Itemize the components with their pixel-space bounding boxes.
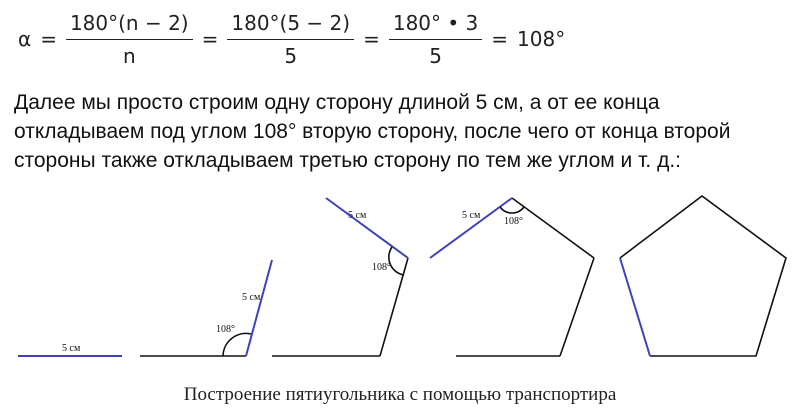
fraction-general — [66, 11, 193, 68]
fraction-simplified — [389, 11, 482, 68]
formula-lhs: α — [18, 27, 32, 51]
side-length-label-2: 5 см — [242, 292, 261, 303]
angle-label-2: 108° — [372, 262, 391, 273]
fraction-simplified-denominator: 5 — [429, 43, 442, 68]
fraction-general-numerator: 180°(n − 2) — [66, 11, 193, 40]
figure-caption: Построение пятиугольника с помощью транспортира — [183, 384, 617, 405]
side-length-label-3: 5 см — [348, 210, 367, 221]
fraction-simplified-numerator: 180° • 3 — [389, 11, 482, 40]
fraction-substituted — [227, 11, 354, 68]
formula-result: 108° — [517, 27, 566, 51]
side-2-highlight — [246, 260, 272, 356]
paragraph-line-3: стороны также откладываем третью сторону по тем же углом и т. д.: — [14, 149, 681, 172]
step-3-third-side — [272, 198, 408, 356]
angle-label-1: 108° — [216, 324, 235, 335]
angle-label-3: 108° — [504, 216, 523, 227]
formula-equals-3: = — [363, 27, 380, 51]
formula-equals-1: = — [40, 27, 57, 51]
fraction-general-denominator: n — [122, 43, 136, 68]
paragraph-line-1: Далее мы просто строим одну сторону длиной 5 см, а от ее конца — [14, 91, 660, 114]
formula-equals-2: = — [201, 27, 219, 51]
side-3 — [512, 198, 594, 258]
instruction-paragraph — [14, 88, 794, 175]
side-length-label-4: 5 см — [462, 210, 481, 221]
step-1-first-side — [18, 343, 122, 356]
angle-arc-2 — [389, 247, 404, 275]
pentagon-construction-figure — [0, 180, 800, 380]
pentagon-outline — [620, 196, 786, 356]
step-5-completed-pentagon — [620, 196, 786, 356]
side-length-label-1: 5 см — [62, 343, 81, 354]
fraction-substituted-numerator: 180°(5 − 2) — [227, 11, 354, 40]
fraction-substituted-denominator: 5 — [284, 43, 298, 68]
side-2 — [560, 258, 594, 356]
side-3-highlight — [326, 198, 408, 258]
step-2-second-side — [140, 260, 272, 356]
side-4-highlight — [430, 198, 512, 258]
angle-formula — [18, 10, 565, 68]
side-5-highlight — [620, 258, 650, 356]
step-4-fourth-side — [430, 198, 594, 356]
formula-equals-4: = — [491, 27, 509, 51]
paragraph-line-2: откладываем под углом 108° вторую сторону, после чего от конца второй — [14, 120, 731, 143]
angle-arc-3 — [500, 207, 524, 213]
